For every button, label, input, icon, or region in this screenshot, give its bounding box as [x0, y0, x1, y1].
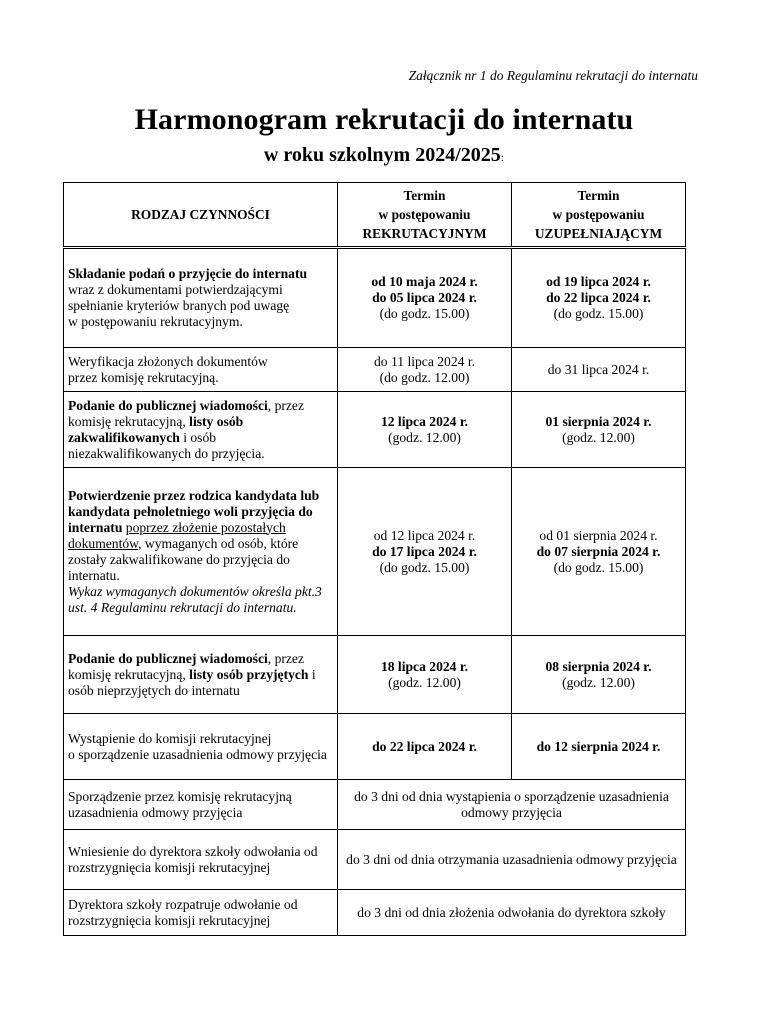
- date-to: do 11 lipca 2024 r.: [373, 353, 476, 369]
- header-supplementary: [512, 183, 686, 248]
- date-to: do 22 lipca 2024 r.: [546, 290, 651, 305]
- activity-bold: listy osób przyjętych: [189, 666, 309, 682]
- activity-cell: [64, 636, 338, 714]
- date-time: (godz. 12.00): [388, 674, 461, 690]
- date-time: (do godz. 15.00): [553, 306, 644, 321]
- header-recruitment-line2: w postępowaniu: [378, 207, 471, 222]
- activity-text: i osób niezakwalifikowanych do przyjęcia.: [68, 429, 265, 461]
- activity-cell: [64, 248, 338, 348]
- page-title: Harmonogram rekrutacji do internatu: [134, 103, 634, 136]
- activity-cell: [64, 714, 338, 780]
- page-subtitle: [0, 144, 768, 167]
- date-time: (godz. 12.00): [562, 429, 635, 445]
- table-row: [64, 468, 686, 636]
- table-row: [64, 348, 686, 392]
- date-to: do 17 lipca 2024 r.: [372, 543, 477, 559]
- supplementary-date-cell: [512, 714, 686, 780]
- date-from: od 01 sierpnia 2024 r.: [539, 527, 658, 543]
- annex-note: Załącznik nr 1 do Regulaminu rekrutacji do internatu: [408, 68, 698, 83]
- activity-text: wraz z dokumentami potwierdzającymi spełnianie kryteriów branych pod uwagę: [68, 282, 290, 313]
- recruitment-date-cell: [338, 714, 512, 780]
- date-from: od 12 lipca 2024 r.: [373, 527, 476, 543]
- recruitment-date-cell: [338, 636, 512, 714]
- activity-bold: listy osób zakwalifikowanych: [68, 413, 244, 445]
- activity-text: przez komisję rekrutacyjną.: [68, 369, 219, 385]
- date-value: 18 lipca 2024 r.: [380, 658, 469, 674]
- date-time: (do godz. 15.00): [553, 559, 644, 575]
- recruitment-date-cell: [338, 248, 512, 348]
- supplementary-date-cell: [512, 468, 686, 636]
- table-row: [64, 392, 686, 468]
- activity-cell: [64, 468, 338, 636]
- activity-text: , przez komisję rekrutacyjną,: [68, 650, 305, 682]
- deadline-cell: do 3 dni od dnia wystąpienia o sporządzenie uzasadnienia odmowy przyjęcia: [338, 780, 686, 830]
- activity-text: i osób nieprzyjętych do internatu: [68, 666, 316, 698]
- table-row: [64, 890, 686, 936]
- activity-text: o sporządzenie uzasadnienia odmowy przyjęcia: [68, 746, 327, 762]
- header-recruitment-line1: Termin: [403, 188, 446, 203]
- date-time: (godz. 12.00): [388, 429, 461, 445]
- activity-cell: Dyrektora szkoły rozpatruje odwołanie od rozstrzygnięcia komisji rekrutacyjnej: [64, 890, 338, 936]
- header-recruitment: [338, 183, 512, 248]
- activity-cell: [64, 392, 338, 468]
- date-value: do 22 lipca 2024 r.: [372, 738, 477, 754]
- recruitment-date-cell: [338, 348, 512, 392]
- deadline-cell: do 3 dni od dnia otrzymania uzasadnienia odmowy przyjęcia: [338, 830, 686, 890]
- date-to: do 07 sierpnia 2024 r.: [536, 543, 661, 559]
- date-from: od 19 lipca 2024 r.: [546, 274, 651, 289]
- date-time: (do godz. 15.00): [379, 306, 470, 321]
- activity-text: , przez komisję rekrutacyjną,: [68, 397, 305, 429]
- activity-text: , wymaganych od osób, które zostały zakwalifikowane do przyjęcia do internatu.: [68, 535, 299, 583]
- table-row: [64, 714, 686, 780]
- date-to: do 05 lipca 2024 r.: [372, 290, 477, 305]
- activity-bold: Podanie do publicznej wiadomości: [68, 397, 268, 413]
- date-value: do 12 sierpnia 2024 r.: [536, 738, 661, 754]
- date-time: (godz. 12.00): [562, 674, 635, 690]
- activity-cell: Sporządzenie przez komisję rekrutacyjną uzasadnienia odmowy przyjęcia: [64, 780, 338, 830]
- activity-underlined: poprzez złożenie pozostałych dokumentów: [68, 519, 286, 551]
- activity-text: Weryfikacja złożonych dokumentów: [68, 353, 268, 369]
- date-time: (do godz. 15.00): [379, 559, 470, 575]
- table-row: [64, 248, 686, 348]
- activity-cell: [64, 348, 338, 392]
- supplementary-date-cell: [512, 348, 686, 392]
- date-to: do 31 lipca 2024 r.: [547, 361, 650, 377]
- table-row: [64, 830, 686, 890]
- header-supplementary-line2: w postępowaniu: [552, 207, 645, 222]
- date-value: 08 sierpnia 2024 r.: [545, 658, 652, 674]
- activity-text: w postępowaniu rekrutacyjnym.: [68, 314, 243, 329]
- header-supplementary-line3: UZUPEŁNIAJĄCYM: [534, 226, 663, 241]
- supplementary-date-cell: [512, 636, 686, 714]
- activity-note: Wykaz wymaganych dokumentów określa pkt.3 ust. 4 Regulaminu rekrutacji do internatu.: [68, 583, 322, 615]
- recruitment-date-cell: [338, 392, 512, 468]
- activity-bold: Składanie podań o przyjęcie do internatu: [68, 266, 308, 281]
- subtitle-colon: :: [500, 150, 505, 164]
- date-value: 01 sierpnia 2024 r.: [545, 413, 652, 429]
- date-time: (do godz. 12.00): [379, 369, 470, 385]
- header-row: [64, 183, 686, 248]
- table-row: [64, 636, 686, 714]
- activity-cell: Wniesienie do dyrektora szkoły odwołania od rozstrzygnięcia komisji rekrutacyjnej: [64, 830, 338, 890]
- supplementary-date-cell: [512, 392, 686, 468]
- header-recruitment-line3: REKRUTACYJNYM: [362, 226, 487, 241]
- date-from: od 10 maja 2024 r.: [371, 274, 478, 289]
- header-supplementary-line1: Termin: [577, 188, 620, 203]
- schedule-table: [63, 182, 686, 936]
- header-activity: RODZAJ CZYNNOŚCI: [64, 183, 338, 248]
- subtitle-text: w roku szkolnym 2024/2025: [263, 144, 501, 166]
- table-row: [64, 780, 686, 830]
- date-value: 12 lipca 2024 r.: [380, 413, 469, 429]
- recruitment-date-cell: [338, 468, 512, 636]
- activity-text: Wystąpienie do komisji rekrutacyjnej: [68, 730, 272, 746]
- supplementary-date-cell: [512, 248, 686, 348]
- activity-bold: Potwierdzenie przez rodzica kandydata lub kandydata pełnoletniego woli przyjęcia do internatu: [68, 487, 320, 535]
- activity-bold: Podanie do publicznej wiadomości: [68, 650, 268, 666]
- deadline-cell: do 3 dni od dnia złożenia odwołania do dyrektora szkoły: [338, 890, 686, 936]
